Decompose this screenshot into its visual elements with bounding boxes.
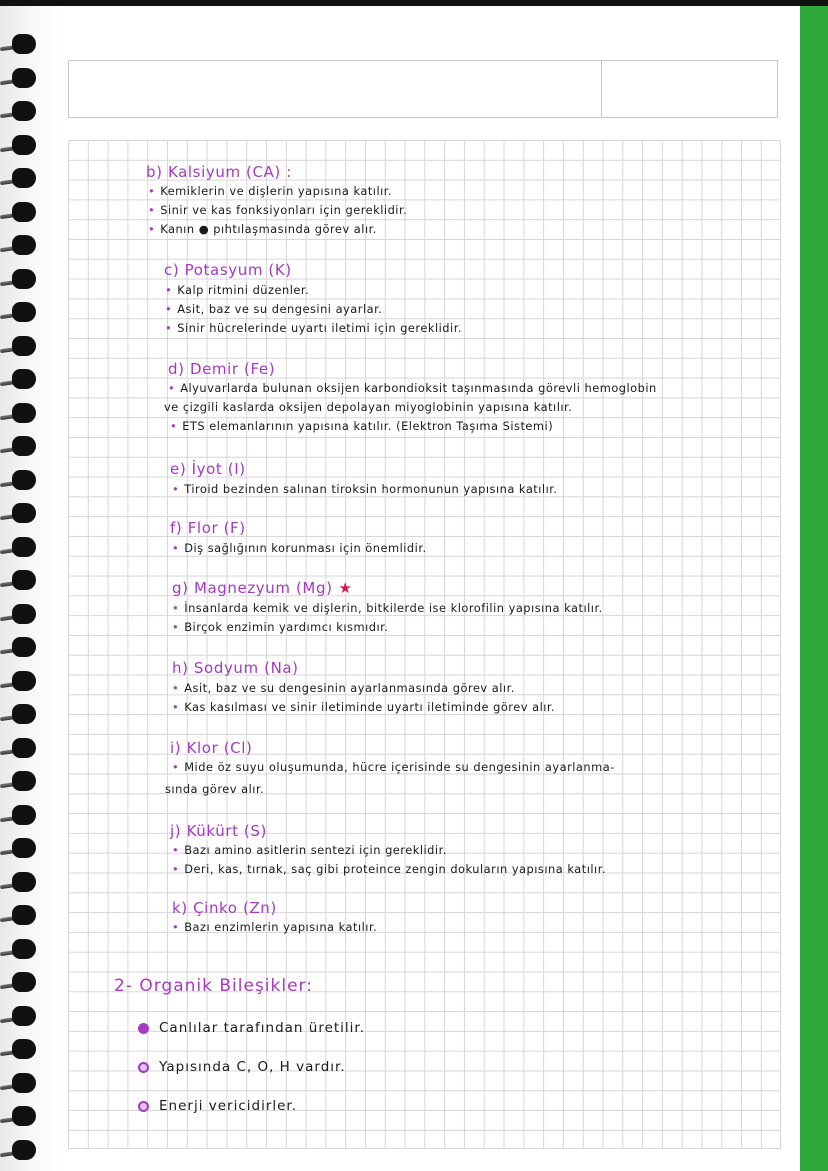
organic-item: Yapısında C, O, H vardır. [138,1059,346,1075]
section-title-iyot: e) İyot (I) [170,460,246,478]
organic-item: Canlılar tarafından üretilir. [138,1020,365,1036]
bullet-icon: • [148,184,156,198]
note-line: • Kalp ritmini düzenler. [165,283,310,297]
circle-bullet-icon [138,1023,149,1034]
note-line: • Birçok enzimin yardımcı kısmıdır. [172,620,389,634]
bullet-icon: • [172,700,180,714]
note-line: • Kanın ● pıhtılaşmasında görev alır. [148,222,377,236]
note-line: sında görev alır. [165,782,265,796]
note-line: • Bazı amino asitlerin sentezi için gereklidir. [172,843,447,857]
note-line: • Asit, baz ve su dengesini ayarlar. [165,302,383,316]
note-line: • Bazı enzimlerin yapısına katılır. [172,920,378,934]
bullet-icon: • [172,541,180,555]
note-line: • İnsanlarda kemik ve dişlerin, bitkilerde ise klorofilin yapısına katılır. [172,601,603,615]
note-line: ve çizgili kaslarda oksijen depolayan miyoglobinin yapısına katılır. [164,400,573,414]
bullet-icon: • [170,419,178,433]
note-line: • Alyuvarlarda bulunan oksijen karbondioksit taşınmasında görevli hemoglobin [168,381,657,395]
bullet-icon: • [165,283,173,297]
organic-compounds-title: 2- Organik Bileşikler: [114,976,313,996]
section-title-potasyum: c) Potasyum (K) [164,261,292,279]
section-title-magnezyum: g) Magnezyum (Mg) ★ [172,579,353,597]
bullet-icon: • [165,321,173,335]
section-title-klor: i) Klor (Cl) [170,739,253,757]
star-icon: ★ [338,579,353,597]
bullet-icon: • [172,601,180,615]
section-title-demir: d) Demir (Fe) [168,360,276,378]
section-title-sodyum: h) Sodyum (Na) [172,659,299,677]
bullet-icon: • [172,482,180,496]
note-line: • Diş sağlığının korunması için önemlidir. [172,541,427,555]
notebook-page [0,6,800,1171]
note-line: • Kas kasılması ve sinir iletiminde uyartı iletiminde görev alır. [172,700,556,714]
bullet-icon: • [172,681,180,695]
notes-content [0,6,800,1171]
bullet-icon: • [172,620,180,634]
note-line: • Mide öz suyu oluşumunda, hücre içerisinde su dengesinin ayarlanma- [172,760,615,774]
section-title-flor: f) Flor (F) [170,519,246,537]
section-title-cinko: k) Çinko (Zn) [172,899,277,917]
note-line: • Deri, kas, tırnak, saç gibi proteince zengin dokuların yapısına katılır. [172,862,606,876]
note-line: • Sinir hücrelerinde uyartı iletimi için gereklidir. [165,321,462,335]
note-line: • Asit, baz ve su dengesinin ayarlanmasında görev alır. [172,681,515,695]
bullet-icon: • [148,203,156,217]
bullet-icon: • [165,302,173,316]
organic-item: Enerji vericidirler. [138,1098,297,1114]
bullet-icon: • [172,920,180,934]
bullet-icon: • [172,843,180,857]
bullet-icon: • [172,862,180,876]
note-line: • ETS elemanlarının yapısına katılır. (Elektron Taşıma Sistemi) [170,419,554,433]
bullet-icon: • [148,222,156,236]
section-title-kukurt: j) Kükürt (S) [170,822,267,840]
bullet-icon: • [168,381,176,395]
bullet-icon: • [172,760,180,774]
circle-bullet-icon [138,1062,149,1073]
note-line: • Kemiklerin ve dişlerin yapısına katılır. [148,184,393,198]
notebook-cover-edge [800,6,828,1171]
note-line: • Tiroid bezinden salınan tiroksin hormonunun yapısına katılır. [172,482,558,496]
circle-bullet-icon [138,1101,149,1112]
note-line: • Sinir ve kas fonksiyonları için gereklidir. [148,203,408,217]
section-title-kalsiyum: b) Kalsiyum (CA) : [146,163,292,181]
